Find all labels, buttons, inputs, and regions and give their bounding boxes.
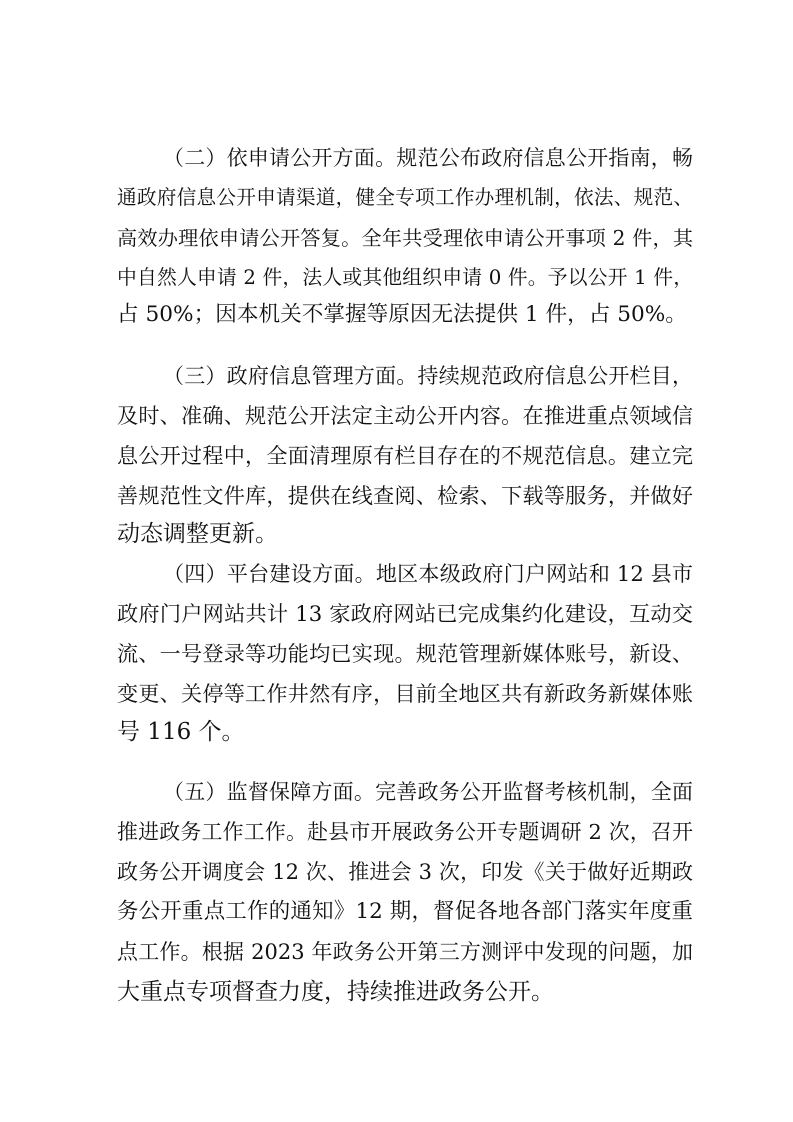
paragraph-info-management-line-3: 息公开过程中，全面清理原有栏目存在的不规范信息。建立完 — [117, 443, 693, 468]
paragraph-supervision-line-4: 务公开重点工作的通知》12 期，督促各地各部门落实年度重 — [117, 899, 693, 924]
paragraph-supervision-line-6: 大重点专项督查力度，持续推进政务公开。 — [117, 979, 554, 1005]
paragraph-platform-building-line-1: （四）平台建设方面。地区本级政府门户网站和 12 县市 — [163, 561, 693, 586]
paragraph-info-management-line-4: 善规范性文件库，提供在线查阅、检索、下载等服务，并做好 — [117, 483, 693, 508]
paragraph-platform-building-line-2: 政府门户网站共计 13 家政府网站已完成集约化建设，互动交 — [117, 601, 693, 626]
paragraph-info-management-line-5: 动态调整更新。 — [117, 521, 278, 547]
paragraph-platform-building-line-5: 号 116 个。 — [117, 719, 245, 745]
paragraph-platform-building-line-3: 流、一号登录等功能均已实现。规范管理新媒体账号，新设、 — [117, 641, 693, 666]
paragraph-supervision-line-1: （五）监督保障方面。完善政务公开监督考核机制，全面 — [163, 780, 693, 804]
paragraph-apply-disclosure-line-5: 占 50%；因本机关不掌握等原因无法提供 1 件，占 50%。 — [117, 302, 687, 327]
paragraph-platform-building-line-4: 变更、关停等工作井然有序，目前全地区共有新政务新媒体账 — [117, 681, 693, 706]
paragraph-apply-disclosure-line-1: （二）依申请公开方面。规范公布政府信息公开指南，畅 — [163, 146, 693, 170]
paragraph-info-management-line-2: 及时、准确、规范公开法定主动公开内容。在推进重点领域信 — [117, 403, 693, 428]
paragraph-supervision-line-5: 点工作。根据 2023 年政务公开第三方测评中发现的问题，加 — [117, 940, 693, 964]
paragraph-apply-disclosure-line-4: 中自然人申请 2 件，法人或其他组织申请 0 件。予以公开 1 件， — [117, 266, 693, 289]
paragraph-supervision-line-3: 政务公开调度会 12 次、推进会 3 次，印发《关于做好近期政 — [117, 860, 693, 884]
paragraph-info-management-line-1: （三）政府信息管理方面。持续规范政府信息公开栏目， — [163, 364, 693, 388]
paragraph-supervision-line-2: 推进政务工作工作。赴县市开展政务公开专题调研 2 次，召开 — [117, 820, 693, 844]
paragraph-apply-disclosure-line-3: 高效办理依申请公开答复。全年共受理依申请公开事项 2 件，其 — [117, 226, 693, 250]
paragraph-apply-disclosure-line-2: 通政府信息公开申请渠道，健全专项工作办理机制，依法、规范、 — [117, 186, 693, 209]
